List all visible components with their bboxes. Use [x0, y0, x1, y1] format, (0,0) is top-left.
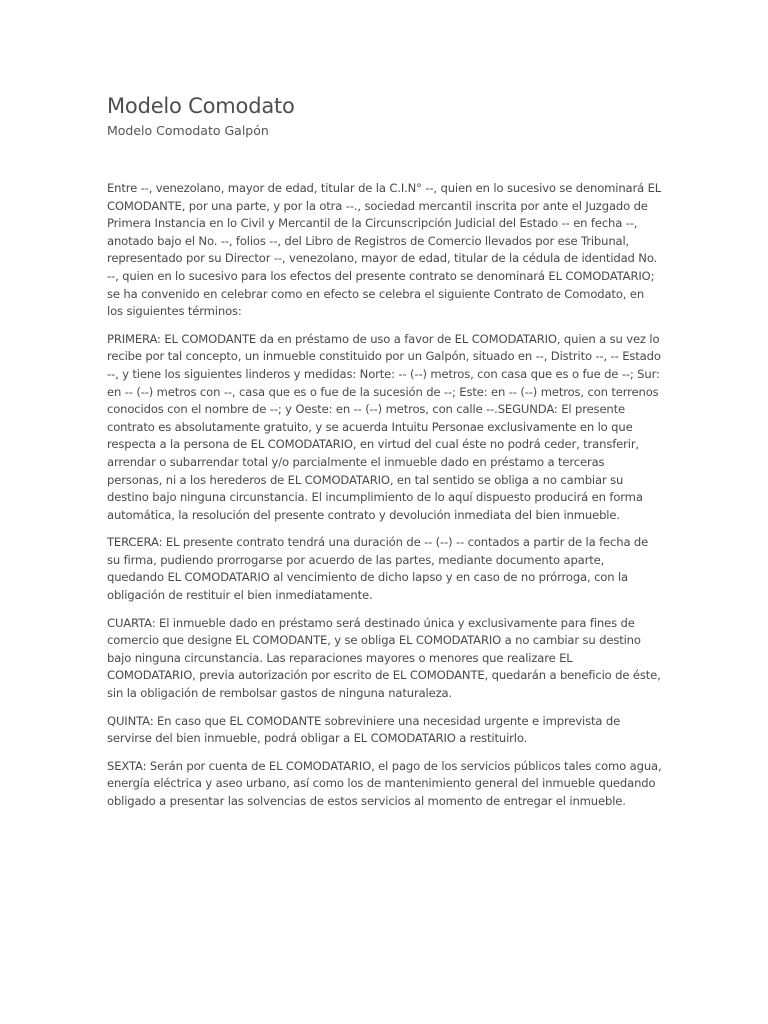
- document-page: [107, 92, 663, 821]
- paragraph-tercera: TERCERA: EL presente contrato tendrá una duración de -- (--) -- contados a partir de la fecha de su firma, pudiendo prorrogarse por acuerdo de las partes, mediante documento aparte, quedando EL COMODATARIO al vencimiento de dicho lapso y en caso de no prórroga, con la obligación de restituir el bien inmediatamente.: [107, 535, 649, 603]
- document-subtitle: Modelo Comodato Galpón: [107, 123, 269, 138]
- document-body: [107, 180, 663, 811]
- paragraph-quinta: QUINTA: En caso que EL COMODANTE sobreviniere una necesidad urgente e imprevista de servirse del bien inmueble, podrá obligar a EL COMODATARIO a restituirlo.: [107, 713, 621, 746]
- paragraph-intro: Entre --, venezolano, mayor de edad, titular de la C.I.N° --, quien en lo sucesivo se denominará EL COMODANTE, por una parte, y por la otra --., sociedad mercantil inscrita por ante el Juzgado de Primera Instancia en lo Civil y Mercantil de la Circunscripción Judicial del Estado -- en fecha --, anotado bajo el No. --, folios --, del Libro de Registros de Comercio llevados por ese Tribunal, representado por su Director --, venezolano, mayor de edad, titular de la cédula de identidad No. --, quien en lo sucesivo para los efectos del presente contrato se denominará EL COMODATARIO; se ha convenido en celebrar como en efecto se celebra el siguiente Contrato de Comodato, en los siguientes términos:: [107, 181, 662, 319]
- document-title: Modelo Comodato: [107, 94, 295, 118]
- paragraph-primera: PRIMERA: EL COMODANTE da en préstamo de uso a favor de EL COMODATARIO, quien a su vez lo recibe por tal concepto, un inmueble constituido por un Galpón, situado en --, Distrito --, -- Estado --, y tiene los siguientes linderos y medidas: Norte: -- (--) metros, con casa que es o fue de --; Sur: en -- (--) metros con --, casa que es o fue de la sucesión de --; Este: en -- (--) metros, con terrenos conocidos con el nombre de --; y Oeste: en -- (--) metros, con calle --.SEGUNDA: El presente contrato es absolutamente gratuito, y se acuerda Intuitu Personae exclusivamente en lo que respecta a la persona de EL COMODATARIO, en virtud del cual éste no podrá ceder, transferir, arrendar o subarrendar total y/o parcialmente el inmueble dado en préstamo a terceras personas, ni a los herederos de EL COMODATARIO, en tal sentido se obliga a no cambiar su destino bajo ninguna circunstancia. El incumplimiento de lo aquí dispuesto producirá en forma automática, la resolución del presente contrato y devolución inmediata del bien inmueble.: [107, 331, 661, 522]
- paragraph-cuarta: CUARTA: El inmueble dado en préstamo será destinado única y exclusivamente para fines de comercio que designe EL COMODANTE, y se obliga EL COMODATARIO a no cambiar su destino bajo ninguna circunstancia. Las reparaciones mayores o menores que realizare EL COMODATARIO, previa autorización por escrito de EL COMODANTE, quedarán a beneficio de éste, sin la obligación de rembolsar gastos de ninguna naturaleza.: [107, 615, 661, 701]
- paragraph-sexta: SEXTA: Serán por cuenta de EL COMODATARIO, el pago de los servicios públicos tales como agua, energía eléctrica y aseo urbano, así como los de mantenimiento general del inmueble quedando obligado a presentar las solvencias de estos servicios al momento de entregar el inmueble.: [107, 758, 662, 808]
